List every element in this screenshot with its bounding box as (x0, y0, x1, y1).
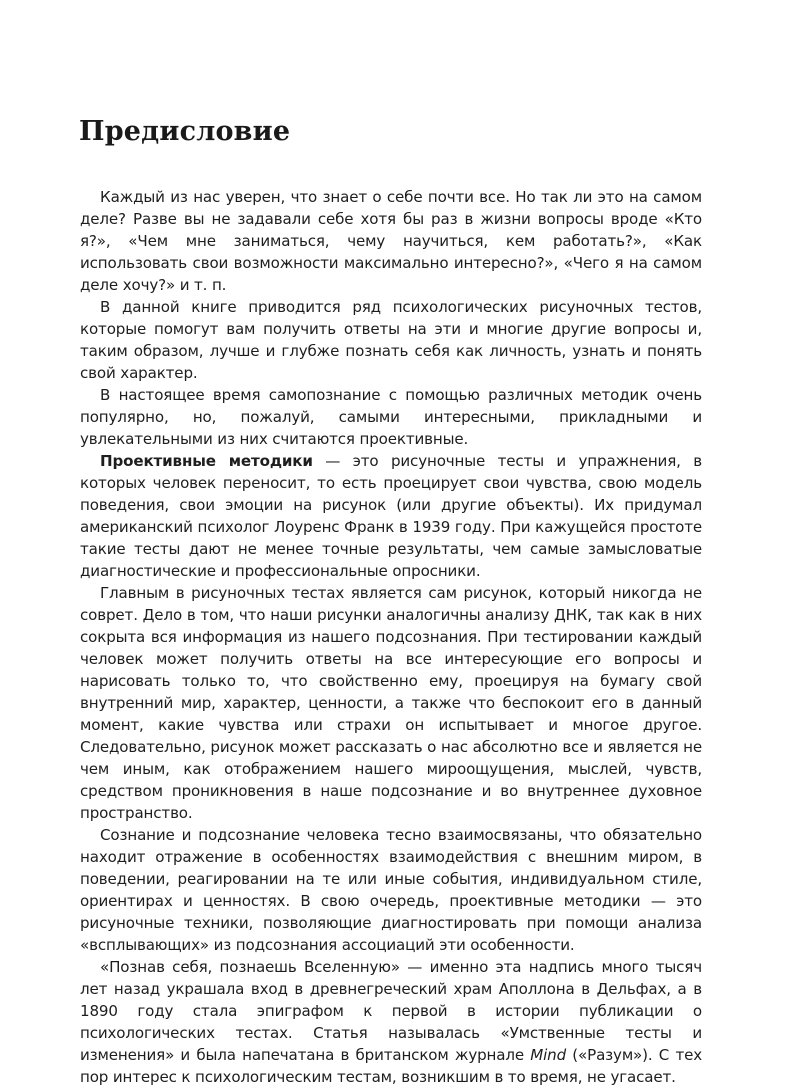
paragraph-6: Сознание и подсознание человека тесно взаимосвязаны, что обязательно находит отражение в особенностях взаимодействия с внешним миром, в поведении, реагировании на те или иные события, индивидуальном стиле, ориентирах и ценностях. В свою очередь, проективные методики — это рисуночные техники, позволяющие диагностировать при помощи анализа «всплывающих» из подсознания ассоциаций эти особенности. (80, 826, 702, 954)
term-projective-methods: Проективные методики (100, 452, 313, 470)
paragraph-7 (80, 956, 702, 1088)
paragraph-2: В данной книге приводится ряд психологических рисуночных тестов, которые помогут вам получить ответы на эти и многие другие вопросы и, таким образом, лучше и глубже познать себя как личность, узнать и понять свой характер. (80, 298, 702, 382)
paragraph-1: Каждый из нас уверен, что знает о себе почти все. Но так ли это на самом деле? Разве вы не задавали себе хотя бы раз в жизни вопросы вроде «Кто я?», «Чем мне заниматься, чему научиться, кем работать?», «Как использовать свои возможности максимально интересно?», «Чего я на самом деле хочу?» и т. п. (80, 188, 702, 294)
paragraph-3: В настоящее время самопознание с помощью различных методик очень популярно, но, пожалуй, самыми интересными, прикладными и увлекательными из них считаются проективные. (80, 386, 702, 448)
paragraph-4-text: — это рисуночные тесты и упражнения, в которых человек переносит, то есть проецирует свои чувства, свою модель поведения, свои эмоции на рисунок (или другие объекты). Их придумал американский психолог Лоуренс Франк в 1939 году. При кажущейся простоте такие тесты дают не менее точные результаты, чем самые замысловатые диагностические и профессиональные опросники. (80, 452, 702, 580)
paragraph-7-text-start: «Познав себя, познаешь Вселенную» — именно эта надпись много тысяч лет назад украшала вход в древнегреческий храм Аполлона в Дельфах, а в 1890 году стала эпиграфом к первой в истории публикации о психологических тестах. Статья называлась «Умственные тесты и изменения» и была напечатана в британском журнале (80, 958, 702, 1064)
paragraph-7-text-end: («Разум»). С тех пор интерес к психологическим тестам, возникшим в то время, не угасает. (80, 1046, 702, 1086)
page-content (80, 112, 702, 1088)
paragraph-5: Главным в рисуночных тестах является сам рисунок, который никогда не соврет. Дело в том, что наши рисунки аналогичны анализу ДНК, так как в них сокрыта вся информация из нашего подсознания. При тестировании каждый человек может получить ответы на все интересующие его вопросы и нарисовать только то, что свойственно ему, проецируя на бумагу свой внутренний мир, характер, ценности, а также что беспокоит его в данный момент, какие чувства или страхи он испытывает и многое другое. Следовательно, рисунок может рассказать о нас абсолютно все и является не чем иным, как отображением нашего мироощущения, мыслей, чувств, средством проникновения в наше подсознание и во внутреннее духовное пространство. (80, 584, 702, 822)
page-title: Предисловие (79, 116, 291, 147)
journal-title: Mind (530, 1046, 567, 1064)
paragraph-4 (80, 450, 702, 582)
